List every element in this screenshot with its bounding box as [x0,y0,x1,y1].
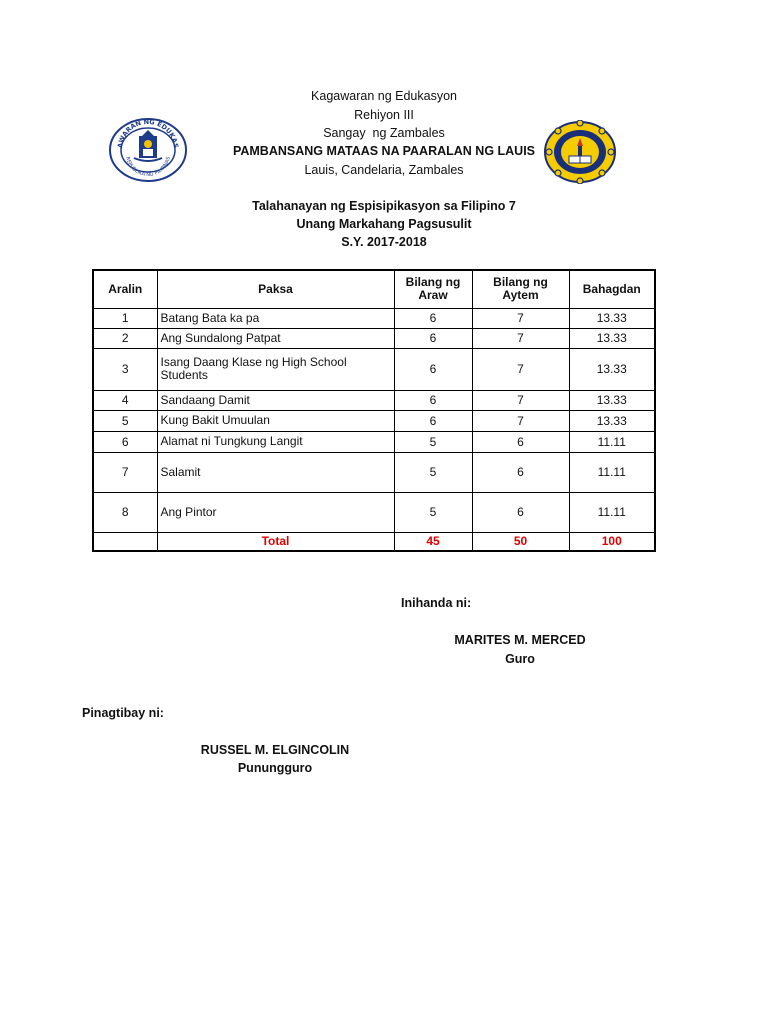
cell-araw: 6 [394,410,472,431]
cell-paksa: Salamit [157,452,394,492]
header-aralin: Aralin [93,270,157,308]
division-name: Sangay ng Zambales [323,126,445,140]
table-row [93,328,655,348]
total-label: Total [157,532,394,551]
cell-aralin: 8 [93,492,157,532]
cell-araw: 5 [394,431,472,452]
cell-paksa: Sandaang Damit [157,390,394,410]
cell-aralin: 6 [93,431,157,452]
cell-bahagdan: 13.33 [569,348,655,390]
cell-bahagdan: 13.33 [569,410,655,431]
total-bahagdan: 100 [569,532,655,551]
document-title: Talahanayan ng Espisipikasyon sa Filipino 7 [252,199,516,213]
total-aytem: 50 [472,532,569,551]
deped-seal-logo [108,118,188,187]
cell-bahagdan: 13.33 [569,308,655,328]
cell-aralin: 2 [93,328,157,348]
cell-aytem: 7 [472,410,569,431]
cell-bahagdan: 13.33 [569,390,655,410]
specification-table [92,269,656,552]
cell-aytem: 6 [472,431,569,452]
cell-aytem: 6 [472,452,569,492]
prepared-by-title: Guro [505,652,535,666]
cell-aralin: 5 [93,410,157,431]
approved-by-label: Pinagtibay ni: [82,706,164,720]
cell-aralin: 4 [93,390,157,410]
cell-bahagdan: 11.11 [569,452,655,492]
cell-bahagdan: 11.11 [569,492,655,532]
header-bahagdan: Bahagdan [569,270,655,308]
cell-aralin: 7 [93,452,157,492]
cell-paksa: Ang Sundalong Patpat [157,328,394,348]
total-empty-cell [93,532,157,551]
cell-bahagdan: 13.33 [569,328,655,348]
table-row [93,410,655,431]
table-row [93,348,655,390]
cell-aralin: 1 [93,308,157,328]
region-name: Rehiyon III [354,108,414,122]
approved-by-title: Punungguro [237,761,313,775]
header-bilang-araw: Bilang ng Araw [394,270,472,308]
cell-paksa: Ang Pintor [157,492,394,532]
department-name: Kagawaran ng Edukasyon [311,89,457,103]
prepared-by-name: MARITES M. MERCED [454,633,586,647]
cell-araw: 6 [394,348,472,390]
cell-bahagdan: 11.11 [569,431,655,452]
cell-araw: 5 [394,492,472,532]
school-seal-logo [543,120,617,189]
table-row [93,492,655,532]
total-araw: 45 [394,532,472,551]
school-name: PAMBANSANG MATAAS NA PAARALAN NG LAUIS [232,144,536,158]
school-year: S.Y. 2017-2018 [341,235,427,249]
cell-paksa: Isang Daang Klase ng High School Students [157,348,394,390]
cell-aytem: 7 [472,328,569,348]
table-header-row [93,270,655,308]
cell-araw: 6 [394,390,472,410]
table-row [93,452,655,492]
cell-aralin: 3 [93,348,157,390]
svg-text:KAGAWARAN NG EDUKASYON: AWARAN NG EDUKAS [116,118,180,149]
svg-text:REPUBLIKA NG PILIPINAS: REPUBLIKA NG PILIPINAS [124,156,172,179]
cell-paksa: Batang Bata ka pa [157,308,394,328]
cell-araw: 6 [394,308,472,328]
approved-by-name: RUSSEL M. ELGINCOLIN [200,743,350,757]
cell-aytem: 7 [472,308,569,328]
prepared-by-label: Inihanda ni: [401,596,472,610]
table-row [93,308,655,328]
header-paksa: Paksa [157,270,394,308]
total-row [93,532,655,551]
school-address: Lauis, Candelaria, Zambales [304,163,464,177]
cell-paksa: Alamat ni Tungkung Langit [157,431,394,452]
table-row [93,431,655,452]
header-bilang-aytem: Bilang ng Aytem [472,270,569,308]
cell-araw: 6 [394,328,472,348]
exam-name: Unang Markahang Pagsusulit [296,217,472,231]
cell-aytem: 6 [472,492,569,532]
table-row [93,390,655,410]
cell-aytem: 7 [472,390,569,410]
cell-araw: 5 [394,452,472,492]
cell-paksa: Kung Bakit Umuulan [157,410,394,431]
cell-aytem: 7 [472,348,569,390]
